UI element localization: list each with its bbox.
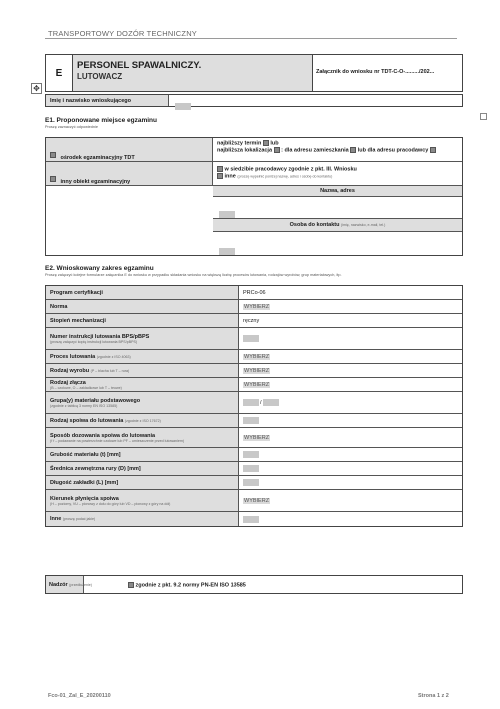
- e2-row-label-cell: [46, 490, 239, 511]
- e2-row-label-cell: [46, 476, 239, 489]
- supervision-label: Nadzór: [49, 582, 68, 588]
- applicant-label: Imię i nazwisko wnioskującego: [46, 95, 169, 106]
- side-checkbox[interactable]: [480, 113, 487, 120]
- contact-input[interactable]: [219, 248, 235, 255]
- e2-row-value-cell: [239, 462, 462, 475]
- or-label: lub: [270, 140, 279, 147]
- e2-title: E2. Wnioskowany zakres egzaminu: [45, 265, 154, 272]
- choose-dropdown[interactable]: WYBIERZ: [244, 353, 270, 360]
- e2-row-value-cell: [239, 476, 462, 489]
- contact-label: Osoba do kontaktu: [289, 222, 340, 228]
- e2-row-label-cell: [46, 328, 239, 349]
- nearest-location-label: najbliższa lokalizacja: [217, 147, 273, 154]
- e2-row-label: Norma: [50, 303, 68, 310]
- e2-row-note: (zgodnie z tablicą 3 normy EN ISO 13585): [50, 403, 118, 408]
- e2-row-value: PRCo-06: [243, 289, 266, 296]
- title-box: [45, 54, 463, 92]
- form-letter: E: [46, 55, 73, 91]
- e2-row-value-cell: [239, 286, 462, 299]
- e2-row: [46, 414, 462, 428]
- e2-row-note: (f f – podawanie na powierzchnie czołowe lub PF – umieszczenie przed lutowaniem): [50, 438, 185, 443]
- e2-row-label-cell: [46, 350, 239, 363]
- residence-label: : dla adresu zamieszkania: [281, 147, 349, 154]
- e2-row-value-cell: [239, 328, 462, 349]
- name-address-cell: [213, 197, 462, 219]
- applicant-input[interactable]: [175, 103, 191, 110]
- e2-row-label: Rodzaj spoiwa do lutowania (zgodnie z ISO 17672): [50, 417, 161, 424]
- opt1-checkbox[interactable]: [50, 152, 56, 158]
- header-divider: [45, 38, 457, 39]
- e2-row-value-cell: [239, 314, 462, 327]
- e2-row-value-cell: [239, 364, 462, 377]
- attachment-number: Załącznik do wniosku nr TDT-C-O-........./202...: [316, 69, 435, 75]
- e2-row-note: (zgodnie z ISO 17672): [124, 418, 161, 423]
- nearest-date-checkbox[interactable]: [263, 140, 269, 146]
- e2-row-label-cell: [46, 378, 239, 391]
- employer-end-checkbox[interactable]: [430, 147, 436, 153]
- e1-title: E1. Proponowane miejsce egzaminu: [45, 117, 157, 124]
- e2-row-value-cell: [239, 490, 462, 511]
- e2-row-label: Rodzaj złącza: [50, 379, 86, 386]
- e1-subtitle: Proszę zaznaczyć odpowiednie: [45, 125, 98, 129]
- applicant-row: [45, 94, 463, 107]
- e2-row-label-cell: [46, 392, 239, 413]
- e2-row: [46, 448, 462, 462]
- e2-row-label-cell: [46, 462, 239, 475]
- choose-dropdown[interactable]: WYBIERZ: [244, 497, 270, 504]
- e2-row-label: Proces lutowania (zgodnie z ISO 4063): [50, 353, 131, 360]
- e2-row-label-cell: [46, 414, 239, 427]
- supervision-row: [45, 575, 463, 594]
- e2-row: [46, 286, 462, 300]
- supervision-checkbox[interactable]: [128, 582, 134, 588]
- e2-subtitle: Proszę załączyć kolejne formularze załącznika E do wniosku w przypadku składania wniosku na większą liczbę procesów lutowania, rodzajów wyrobów, grup materiałowych, itp.: [45, 273, 342, 277]
- employer-seat-checkbox[interactable]: [217, 166, 223, 172]
- e2-row-value-cell: [239, 448, 462, 461]
- e2-row-value-cell: [239, 350, 462, 363]
- residence-checkbox[interactable]: [274, 147, 280, 153]
- title-cell: [73, 55, 313, 91]
- e2-row: [46, 378, 462, 392]
- e2-row: [46, 300, 462, 314]
- e2-row-value-cell: [239, 300, 462, 313]
- e2-row: [46, 490, 462, 512]
- employer-checkbox[interactable]: [350, 147, 356, 153]
- contact-header: [213, 219, 462, 232]
- employer-label: lub dla adresu pracodawcy: [357, 147, 429, 154]
- contact-note: (imię, nazwisko, e-mail, tel.): [341, 223, 386, 227]
- e2-row-input[interactable]: [243, 516, 259, 523]
- opt2-label: inny obiekt egzaminacyjny: [60, 179, 131, 185]
- employer-seat-label: w siedzibie pracodawcy zgodnie z pkt. III. Wniosku: [224, 166, 357, 173]
- choose-dropdown[interactable]: WYBIERZ: [244, 367, 270, 374]
- e2-row-label: Sposób dozowania spoiwa do lutowania: [50, 432, 156, 439]
- material-group-input-2[interactable]: [263, 399, 279, 406]
- e2-row-note: (proszę załączyć kopię instrukcji lutowania BPS/pBPS): [50, 339, 138, 344]
- name-address-header: Nazwa, adres: [213, 186, 462, 197]
- e2-row-note: (zgodnie z ISO 4063): [96, 354, 131, 359]
- material-group-input-1[interactable]: [243, 399, 259, 406]
- e2-row-label: Program certyfikacji: [50, 289, 103, 296]
- e2-row-note: (P – blacha lub T – rura): [90, 368, 130, 373]
- e2-row-input[interactable]: [243, 479, 259, 486]
- opt1-label: ośrodek egzaminacyjny TDT: [60, 155, 135, 161]
- e2-row-label: Średnica zewnętrzna rury (D) [mm]: [50, 465, 141, 472]
- e2-row: [46, 512, 462, 526]
- supervision-label-cell: [46, 576, 92, 593]
- e1-opt1-cell: [46, 138, 213, 162]
- e2-row-label-cell: [46, 512, 239, 526]
- e1-opt2-cell: [46, 162, 213, 186]
- e1-table: [45, 137, 463, 256]
- e2-table: [45, 285, 463, 527]
- e2-row-note: (H – poziomy, VU – pionowy z dołu do góry lub VD – pionowy z góry na dół): [50, 501, 171, 506]
- org-header: TRANSPORTOWY DOZÓR TECHNICZNY: [48, 29, 198, 38]
- other-checkbox[interactable]: [217, 173, 223, 179]
- e2-row-label: Rodzaj wyrobu (P – blacha lub T – rura): [50, 367, 130, 374]
- e2-row: [46, 392, 462, 414]
- e2-row: [46, 428, 462, 448]
- applicant-value: [169, 95, 197, 106]
- e2-row-value-cell: [239, 392, 462, 413]
- e2-row-label: Numer instrukcji lutowania BPS/pBPS: [50, 333, 150, 340]
- choose-dropdown[interactable]: WYBIERZ: [244, 434, 270, 441]
- footer-page: Strona 1 z 2: [418, 693, 449, 699]
- e1-opt1-choices: [213, 138, 462, 162]
- supervision-note: (przedłużenie): [69, 583, 92, 587]
- e2-row-label-cell: [46, 448, 239, 461]
- e2-row: [46, 350, 462, 364]
- e2-row: [46, 328, 462, 350]
- e2-row-label-cell: [46, 286, 239, 299]
- e2-row-input[interactable]: [243, 451, 259, 458]
- move-handle-icon[interactable]: ✥: [31, 83, 42, 94]
- name-address-input[interactable]: [219, 211, 235, 218]
- separator: /: [260, 399, 262, 406]
- e2-row-input[interactable]: [243, 417, 259, 424]
- e2-row-input[interactable]: [243, 335, 259, 342]
- e2-row: [46, 314, 462, 328]
- other-label: inne: [224, 173, 236, 180]
- e2-row: [46, 462, 462, 476]
- e2-row-label: Grupa(y) materiału podstawowego: [50, 397, 141, 404]
- title-line1: PERSONEL SPAWALNICZY.: [77, 60, 202, 71]
- e2-row-value-cell: [239, 512, 462, 526]
- e2-row-value-cell: [239, 414, 462, 427]
- e2-row-label: Długość zakładki (L) [mm]: [50, 479, 119, 486]
- choose-dropdown[interactable]: WYBIERZ: [244, 303, 270, 310]
- supervision-value-cell: [84, 576, 250, 593]
- e2-row-label-cell: [46, 364, 239, 377]
- e2-row-note: (proszę podać jakie): [62, 517, 96, 521]
- e2-row-value: ręczny: [243, 317, 260, 324]
- e2-row-value-cell: [239, 428, 462, 447]
- choose-dropdown[interactable]: WYBIERZ: [244, 381, 270, 388]
- e2-row-input[interactable]: [243, 465, 259, 472]
- e2-row-note: (B – czołowe, O – zakładkowe lub T – teowe): [50, 385, 122, 390]
- footer-doc-id: Fco-01_Zal_E_20200110: [48, 693, 111, 699]
- e2-row-label-cell: [46, 300, 239, 313]
- nearest-date-label: najbliższy termin: [217, 140, 262, 147]
- e2-row-label: Inne (proszę podać jakie): [50, 516, 96, 522]
- supervision-value: zgodnie z pkt. 9.2 normy PN-EN ISO 13585: [135, 582, 246, 589]
- e1-opt2-choices: [213, 162, 462, 186]
- e2-row-label: Kierunek płynięcia spoiwa: [50, 495, 119, 502]
- e2-row: [46, 364, 462, 378]
- e2-row-value-cell: [239, 378, 462, 391]
- e2-row-label-cell: [46, 314, 239, 327]
- e2-row-label: Grubość materiału (t) [mm]: [50, 451, 121, 458]
- e2-row-label: Stopień mechanizacji: [50, 317, 106, 324]
- e2-row-label-cell: [46, 428, 239, 447]
- contact-cell: [213, 232, 462, 255]
- opt2-checkbox[interactable]: [50, 176, 56, 182]
- other-note: (proszę wypełnić poniżej nazwę, adres i osobę do kontaktu): [237, 174, 333, 179]
- e2-row: [46, 476, 462, 490]
- title-line2: LUTOWACZ: [77, 72, 123, 81]
